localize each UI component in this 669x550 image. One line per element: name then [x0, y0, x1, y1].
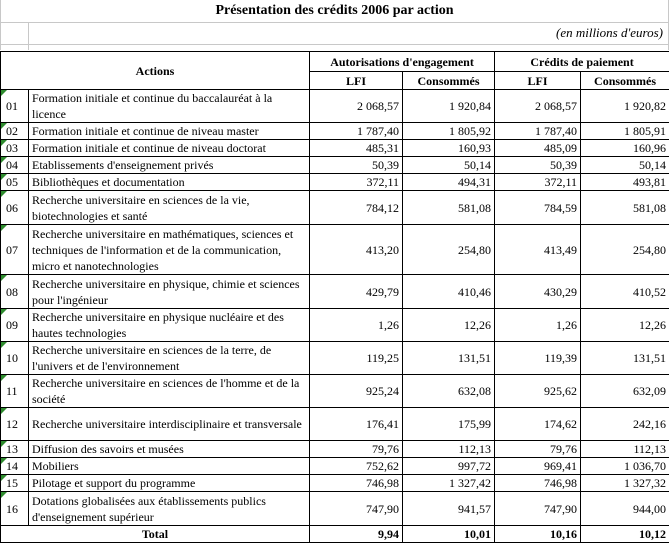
action-code: 14 [1, 458, 29, 475]
action-code: 07 [1, 225, 29, 275]
action-label: Recherche universitaire en mathématiques, sciences et techniques de l'information et de la communication, micro et nanotechnologies [29, 225, 310, 275]
ae-consommes-value: 12,26 [403, 309, 495, 342]
cp-consommes-value: 112,13 [581, 441, 669, 458]
action-label: Recherche universitaire en physique, chimie et sciences pour l'ingénieur [29, 275, 310, 309]
cp-consommes-value: 50,14 [581, 157, 669, 174]
ae-lfi-value: 485,31 [310, 140, 403, 157]
header-actions: Actions [1, 52, 310, 90]
ae-lfi-value: 1,26 [310, 309, 403, 342]
cp-consommes-value: 632,09 [581, 375, 669, 408]
ae-consommes-value: 254,80 [403, 225, 495, 275]
ae-consommes-value: 410,46 [403, 275, 495, 309]
ae-consommes-value: 1 805,92 [403, 123, 495, 140]
total-row [1, 526, 669, 543]
action-code: 12 [1, 408, 29, 441]
action-label: Formation initiale et continue de niveau doctorat [29, 140, 310, 157]
cp-lfi-value: 2 068,57 [495, 90, 581, 123]
action-code: 04 [1, 157, 29, 174]
ae-consommes-value: 941,57 [403, 492, 495, 526]
header-credits-paiement: Crédits de paiement [495, 52, 669, 72]
table-body [1, 90, 669, 543]
action-label: Recherche universitaire en sciences de la vie, biotechnologies et santé [29, 191, 310, 225]
table-row [1, 342, 669, 375]
table-row [1, 157, 669, 174]
cp-lfi-value: 372,11 [495, 174, 581, 191]
action-label: Pilotage et support du programme [29, 475, 310, 492]
header-cp-consommes: Consommés [581, 72, 669, 90]
ae-lfi-value: 925,24 [310, 375, 403, 408]
action-label: Mobiliers [29, 458, 310, 475]
cp-lfi-value: 174,62 [495, 408, 581, 441]
action-label: Bibliothèques et documentation [29, 174, 310, 191]
cp-consommes-value: 944,00 [581, 492, 669, 526]
table-row [1, 140, 669, 157]
ae-lfi-value: 50,39 [310, 157, 403, 174]
cp-consommes-value: 254,80 [581, 225, 669, 275]
ae-consommes-value: 112,13 [403, 441, 495, 458]
cp-lfi-value: 485,09 [495, 140, 581, 157]
ae-lfi-value: 747,90 [310, 492, 403, 526]
ae-consommes-value: 175,99 [403, 408, 495, 441]
ae-consommes-value: 1 920,84 [403, 90, 495, 123]
cp-consommes-value: 1 036,70 [581, 458, 669, 475]
action-code: 15 [1, 475, 29, 492]
action-code: 13 [1, 441, 29, 458]
cp-consommes-value: 12,26 [581, 309, 669, 342]
cp-lfi-value: 119,39 [495, 342, 581, 375]
action-code: 01 [1, 90, 29, 123]
page-title: Présentation des crédits 2006 par action [215, 3, 454, 18]
table-row [1, 174, 669, 191]
action-label: Recherche universitaire interdisciplinaire et transversale [29, 408, 310, 441]
header-ae-consommes: Consommés [403, 72, 495, 90]
action-code: 11 [1, 375, 29, 408]
total-ae-lfi: 9,94 [310, 526, 403, 543]
cp-lfi-value: 969,41 [495, 458, 581, 475]
credits-table [0, 51, 669, 543]
ae-consommes-value: 581,08 [403, 191, 495, 225]
action-label: Recherche universitaire en physique nucléaire et des hautes technologies [29, 309, 310, 342]
cp-lfi-value: 746,98 [495, 475, 581, 492]
ae-consommes-value: 50,14 [403, 157, 495, 174]
action-label: Formation initiale et continue de niveau master [29, 123, 310, 140]
cp-consommes-value: 131,51 [581, 342, 669, 375]
cp-consommes-value: 1 327,32 [581, 475, 669, 492]
action-code: 09 [1, 309, 29, 342]
header-ae-lfi: LFI [310, 72, 403, 90]
table-row [1, 225, 669, 275]
action-label: Recherche universitaire en sciences de l'homme et de la société [29, 375, 310, 408]
ae-lfi-value: 119,25 [310, 342, 403, 375]
action-label: Formation initiale et continue du baccalauréat à la licence [29, 90, 310, 123]
ae-lfi-value: 784,12 [310, 191, 403, 225]
header-row-1 [1, 52, 669, 72]
ae-lfi-value: 2 068,57 [310, 90, 403, 123]
action-code: 02 [1, 123, 29, 140]
table-row [1, 375, 669, 408]
cp-consommes-value: 493,81 [581, 174, 669, 191]
cp-lfi-value: 50,39 [495, 157, 581, 174]
cp-lfi-value: 79,76 [495, 441, 581, 458]
table-row [1, 309, 669, 342]
table-row [1, 275, 669, 309]
table-row [1, 123, 669, 140]
table-row [1, 441, 669, 458]
ae-consommes-value: 997,72 [403, 458, 495, 475]
cp-consommes-value: 410,52 [581, 275, 669, 309]
table-row [1, 408, 669, 441]
total-label: Total [1, 526, 310, 543]
cp-lfi-value: 413,49 [495, 225, 581, 275]
header-autorisations: Autorisations d'engagement [310, 52, 495, 72]
cp-lfi-value: 925,62 [495, 375, 581, 408]
cp-lfi-value: 747,90 [495, 492, 581, 526]
action-label: Dotations globalisées aux établissements publics d'enseignement supérieur [29, 492, 310, 526]
table-row [1, 475, 669, 492]
cp-consommes-value: 242,16 [581, 408, 669, 441]
unit-note: (en millions d'euros) [555, 25, 663, 40]
cp-consommes-value: 160,96 [581, 140, 669, 157]
cp-consommes-value: 1 805,91 [581, 123, 669, 140]
action-code: 10 [1, 342, 29, 375]
cp-lfi-value: 1,26 [495, 309, 581, 342]
ae-lfi-value: 372,11 [310, 174, 403, 191]
cp-lfi-value: 1 787,40 [495, 123, 581, 140]
ae-lfi-value: 1 787,40 [310, 123, 403, 140]
total-cp-lfi: 10,16 [495, 526, 581, 543]
total-ae-consommes: 10,01 [403, 526, 495, 543]
table-row [1, 191, 669, 225]
ae-consommes-value: 494,31 [403, 174, 495, 191]
action-code: 08 [1, 275, 29, 309]
table-row [1, 90, 669, 123]
ae-consommes-value: 632,08 [403, 375, 495, 408]
ae-consommes-value: 131,51 [403, 342, 495, 375]
action-label: Etablissements d'enseignement privés [29, 157, 310, 174]
table-row [1, 458, 669, 475]
ae-lfi-value: 429,79 [310, 275, 403, 309]
ae-lfi-value: 752,62 [310, 458, 403, 475]
ae-lfi-value: 79,76 [310, 441, 403, 458]
table-row [1, 492, 669, 526]
action-code: 16 [1, 492, 29, 526]
action-code: 06 [1, 191, 29, 225]
action-label: Recherche universitaire en sciences de la terre, de l'univers et de l'environnement [29, 342, 310, 375]
action-code: 03 [1, 140, 29, 157]
cp-consommes-value: 581,08 [581, 191, 669, 225]
cp-consommes-value: 1 920,82 [581, 90, 669, 123]
ae-lfi-value: 176,41 [310, 408, 403, 441]
cp-lfi-value: 784,59 [495, 191, 581, 225]
header-cp-lfi: LFI [495, 72, 581, 90]
action-code: 05 [1, 174, 29, 191]
action-label: Diffusion des savoirs et musées [29, 441, 310, 458]
ae-lfi-value: 746,98 [310, 475, 403, 492]
total-cp-consommes: 10,12 [581, 526, 669, 543]
ae-consommes-value: 160,93 [403, 140, 495, 157]
cp-lfi-value: 430,29 [495, 275, 581, 309]
ae-consommes-value: 1 327,42 [403, 475, 495, 492]
ae-lfi-value: 413,20 [310, 225, 403, 275]
